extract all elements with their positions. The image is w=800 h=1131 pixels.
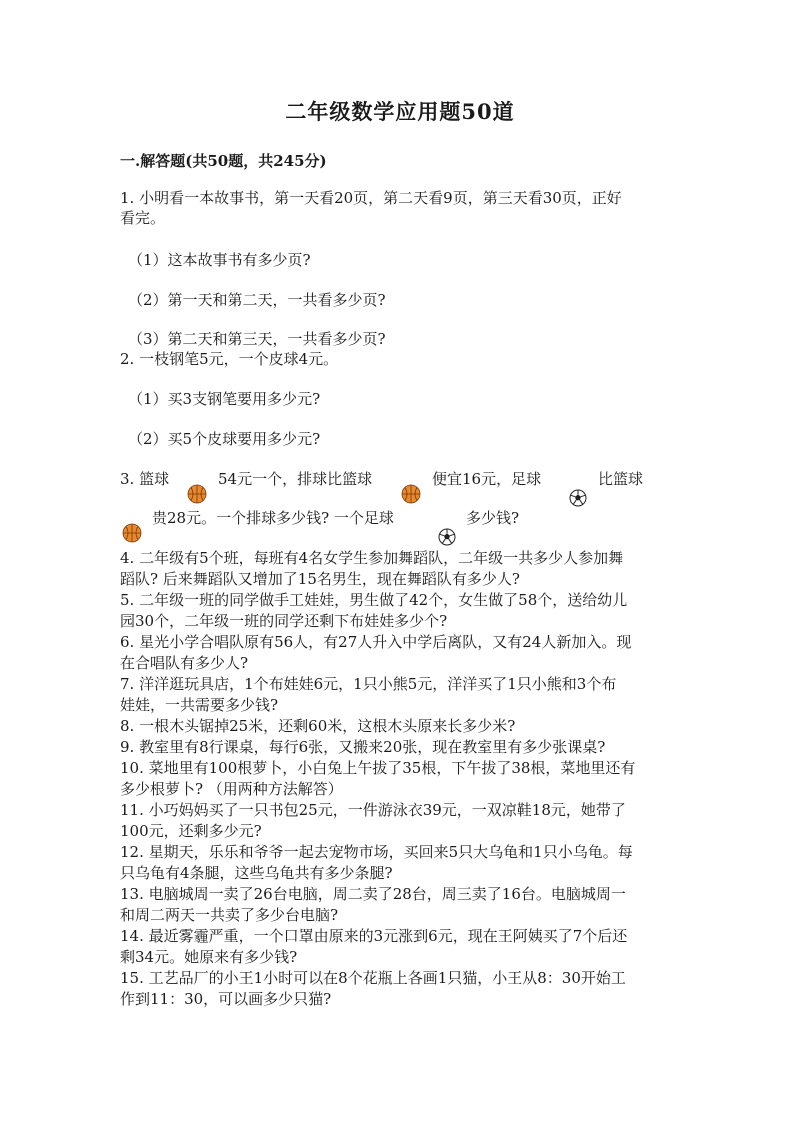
soccer-ball-icon: [569, 489, 587, 507]
question-line: 7. 洋洋逛玩具店，1个布娃娃6元，1只小熊5元，洋洋买了1只小熊和3个布: [120, 675, 617, 693]
question-3-seg-1: 3. 篮球: [120, 470, 170, 488]
question-line: 9. 教室里有8行课桌，每行6张，又搬来20张，现在教室里有多少张课桌?: [120, 738, 606, 756]
question-line: 剩34元。她原来有多少钱?: [120, 948, 298, 966]
section-heading: 一.解答题(共50题，共245分): [120, 152, 327, 170]
question-1-line-2: 看完。: [120, 209, 166, 227]
question-2-line-1: 2. 一枝钢笔5元，一个皮球4元。: [120, 350, 339, 368]
question-line: 娃娃，一共需要多少钱?: [120, 696, 279, 714]
question-line: 100元，还剩多少元?: [120, 822, 262, 840]
basketball-icon: [401, 484, 421, 504]
question-2-sub-1: （1）买3支钢笔要用多少元?: [128, 390, 321, 408]
question-line: 和周二两天一共卖了多少台电脑?: [120, 906, 339, 924]
question-1-sub-2: （2）第一天和第二天，一共看多少页?: [128, 291, 386, 309]
question-2-sub-2: （2）买5个皮球要用多少元?: [128, 430, 321, 448]
page-title: 二年级数学应用题50道: [285, 99, 515, 124]
question-line: 4. 二年级有5个班，每班有4名女学生参加舞蹈队，二年级一共多少人参加舞: [120, 549, 624, 567]
question-3-seg-6: 多少钱?: [466, 509, 520, 527]
question-line: 12. 星期天，乐乐和爷爷一起去宠物市场，买回来5只大乌龟和1只小乌龟。每: [120, 843, 633, 861]
basketball-icon: [187, 484, 207, 504]
question-line: 只乌龟有4条腿，这些乌龟共有多少条腿?: [120, 864, 393, 882]
question-3-seg-4: 比篮球: [598, 470, 644, 488]
question-1-sub-1: （1）这本故事书有多少页?: [128, 251, 311, 269]
question-3-seg-3: 便宜16元，足球: [432, 470, 542, 488]
question-line: 多少根萝卜? （用两种方法解答）: [120, 780, 343, 798]
question-3-seg-2: 54元一个，排球比篮球: [218, 470, 373, 488]
question-line: 13. 电脑城周一卖了26台电脑，周二卖了28台，周三卖了16台。电脑城周一: [120, 885, 626, 903]
question-line: 6. 星光小学合唱队原有56人，有27人升入中学后离队，又有24人新加入。现: [120, 633, 632, 651]
question-line: 在合唱队有多少人?: [120, 654, 249, 672]
question-line: 14. 最近雾霾严重，一个口罩由原来的3元涨到6元，现在王阿姨买了7个后还: [120, 927, 628, 945]
question-line: 15. 工艺品厂的小王1小时可以在8个花瓶上各画1只猫，小王从8：30开始工: [120, 969, 626, 987]
basketball-icon: [122, 523, 142, 543]
question-line: 10. 菜地里有100根萝卜，小白兔上午拔了35根，下午拔了38根，菜地里还有: [120, 759, 636, 777]
question-line: 蹈队? 后来舞蹈队又增加了15名男生，现在舞蹈队有多少人?: [120, 570, 520, 588]
question-1-sub-3: （3）第二天和第三天，一共看多少页?: [128, 330, 386, 348]
soccer-ball-icon: [438, 528, 456, 546]
question-1-line-1: 1. 小明看一本故事书，第一天看20页，第二天看9页，第三天看30页，正好: [120, 189, 622, 207]
question-line: 11. 小巧妈妈买了一只书包25元，一件游泳衣39元，一双凉鞋18元，她带了: [120, 801, 626, 819]
question-line: 园30个，二年级一班的同学还剩下布娃娃多少个?: [120, 612, 448, 630]
question-line: 5. 二年级一班的同学做手工娃娃，男生做了42个，女生做了58个，送给幼儿: [120, 591, 628, 609]
question-line: 作到11：30，可以画多少只猫?: [120, 990, 332, 1008]
question-line: 8. 一根木头锯掉25米，还剩60米，这根木头原来长多少米?: [120, 717, 516, 735]
question-3-seg-5: 贵28元。一个排球多少钱? 一个足球: [152, 509, 394, 527]
